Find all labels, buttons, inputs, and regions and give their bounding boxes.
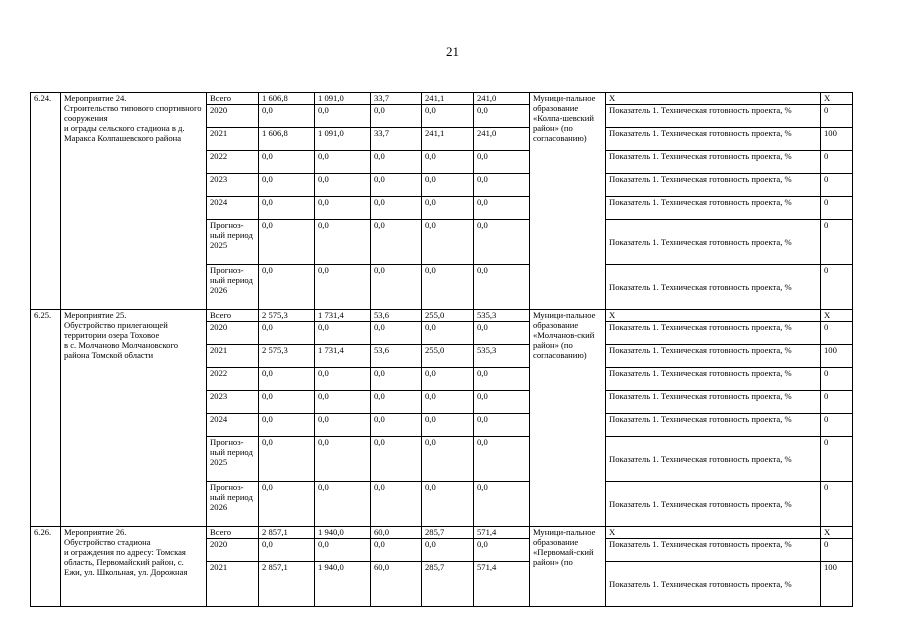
amount-loc: 0,0 <box>422 414 474 437</box>
measure-name: Мероприятие 26. Обустройство стадиона и ограждения по адресу: Томская область, Первомайский район, с. Ежи, ул. Школьная, ул. Дорожная <box>61 527 207 607</box>
amount-fed: 1 731,4 <box>315 310 371 322</box>
indicator-value: 0 <box>821 105 853 128</box>
amount-fed: 0,0 <box>315 482 371 527</box>
indicator-value: 100 <box>821 345 853 368</box>
indicator-name: Показатель 1. Техническая готовность проекта, % <box>606 322 821 345</box>
amount-total: 0,0 <box>259 391 315 414</box>
amount-reg: 33,7 <box>371 128 422 151</box>
amount-reg: 0,0 <box>371 482 422 527</box>
amount-reg: 33,7 <box>371 93 422 105</box>
amount-other: 571,4 <box>474 562 530 607</box>
amount-fed: 0,0 <box>315 197 371 220</box>
indicator-value: 0 <box>821 151 853 174</box>
amount-fed: 0,0 <box>315 322 371 345</box>
amount-total: 0,0 <box>259 220 315 265</box>
period-cell: 2023 <box>207 174 259 197</box>
indicator-value: 0 <box>821 437 853 482</box>
amount-loc: 285,7 <box>422 527 474 539</box>
indicator-value: 0 <box>821 174 853 197</box>
amount-reg: 0,0 <box>371 437 422 482</box>
amount-total: 0,0 <box>259 197 315 220</box>
indicator-value: 0 <box>821 391 853 414</box>
amount-fed: 0,0 <box>315 539 371 562</box>
amount-total: 0,0 <box>259 482 315 527</box>
indicator-name: X <box>606 93 821 105</box>
indicator-name: Показатель 1. Техническая готовность проекта, % <box>606 562 821 607</box>
indicator-name: Показатель 1. Техническая готовность проекта, % <box>606 151 821 174</box>
amount-total: 0,0 <box>259 174 315 197</box>
indicator-value: 0 <box>821 482 853 527</box>
measure-name: Мероприятие 25. Обустройство прилегающей территории озера Тоховое в с. Молчаново Молчановского района Томской области <box>61 310 207 527</box>
amount-other: 0,0 <box>474 368 530 391</box>
amount-loc: 0,0 <box>422 105 474 128</box>
amount-total: 2 575,3 <box>259 310 315 322</box>
responsible-executor: Муници-пальное образование «Молчанов-ский район» (по согласованию) <box>530 310 606 527</box>
amount-loc: 0,0 <box>422 539 474 562</box>
indicator-value: 0 <box>821 414 853 437</box>
amount-reg: 0,0 <box>371 174 422 197</box>
table-row <box>31 310 853 322</box>
amount-total: 0,0 <box>259 151 315 174</box>
responsible-executor: Муници-пальное образование «Первомай-ский район» (по <box>530 527 606 607</box>
period-cell: Всего <box>207 310 259 322</box>
amount-reg: 60,0 <box>371 527 422 539</box>
amount-total: 0,0 <box>259 437 315 482</box>
indicator-value: X <box>821 527 853 539</box>
amount-other: 0,0 <box>474 391 530 414</box>
amount-other: 0,0 <box>474 197 530 220</box>
indicator-value: 100 <box>821 128 853 151</box>
amount-fed: 0,0 <box>315 391 371 414</box>
amount-reg: 60,0 <box>371 562 422 607</box>
amount-other: 0,0 <box>474 539 530 562</box>
indicator-name: Показатель 1. Техническая готовность проекта, % <box>606 482 821 527</box>
amount-reg: 0,0 <box>371 322 422 345</box>
amount-reg: 0,0 <box>371 220 422 265</box>
amount-fed: 1 091,0 <box>315 128 371 151</box>
amount-loc: 0,0 <box>422 322 474 345</box>
amount-other: 0,0 <box>474 437 530 482</box>
indicator-name: Показатель 1. Техническая готовность проекта, % <box>606 368 821 391</box>
period-cell: Всего <box>207 93 259 105</box>
amount-reg: 53,6 <box>371 310 422 322</box>
period-cell: Прогноз-ный период 2025 <box>207 437 259 482</box>
indicator-name: Показатель 1. Техническая готовность проекта, % <box>606 391 821 414</box>
amount-total: 2 857,1 <box>259 527 315 539</box>
period-cell: 2021 <box>207 345 259 368</box>
indicator-value: 0 <box>821 322 853 345</box>
amount-other: 535,3 <box>474 310 530 322</box>
period-cell: 2020 <box>207 105 259 128</box>
amount-reg: 0,0 <box>371 197 422 220</box>
amount-total: 0,0 <box>259 368 315 391</box>
indicator-name: Показатель 1. Техническая готовность проекта, % <box>606 105 821 128</box>
amount-total: 0,0 <box>259 322 315 345</box>
responsible-executor: Муници-пальное образование «Колпа-шевский район» (по согласованию) <box>530 93 606 310</box>
amount-loc: 0,0 <box>422 437 474 482</box>
amount-fed: 1 731,4 <box>315 345 371 368</box>
indicator-name: Показатель 1. Техническая готовность проекта, % <box>606 345 821 368</box>
period-cell: 2024 <box>207 197 259 220</box>
amount-fed: 0,0 <box>315 220 371 265</box>
indicator-name: Показатель 1. Техническая готовность проекта, % <box>606 265 821 310</box>
amount-reg: 0,0 <box>371 414 422 437</box>
period-cell: 2020 <box>207 322 259 345</box>
period-cell: 2020 <box>207 539 259 562</box>
amount-loc: 0,0 <box>422 151 474 174</box>
indicator-value: 0 <box>821 265 853 310</box>
amount-total: 0,0 <box>259 414 315 437</box>
amount-loc: 285,7 <box>422 562 474 607</box>
amount-loc: 0,0 <box>422 197 474 220</box>
table-row <box>31 527 853 539</box>
amount-loc: 241,1 <box>422 93 474 105</box>
indicator-value: 0 <box>821 368 853 391</box>
amount-loc: 0,0 <box>422 220 474 265</box>
amount-fed: 1 940,0 <box>315 562 371 607</box>
period-cell: 2022 <box>207 151 259 174</box>
amount-other: 0,0 <box>474 414 530 437</box>
amount-fed: 0,0 <box>315 265 371 310</box>
amount-loc: 0,0 <box>422 265 474 310</box>
amount-loc: 0,0 <box>422 391 474 414</box>
amount-loc: 0,0 <box>422 174 474 197</box>
amount-loc: 0,0 <box>422 368 474 391</box>
period-cell: 2024 <box>207 414 259 437</box>
period-cell: 2023 <box>207 391 259 414</box>
program-table <box>30 92 853 607</box>
amount-other: 241,0 <box>474 128 530 151</box>
amount-fed: 1 940,0 <box>315 527 371 539</box>
period-cell: Прогноз-ный период 2026 <box>207 482 259 527</box>
amount-loc: 255,0 <box>422 310 474 322</box>
amount-other: 0,0 <box>474 151 530 174</box>
indicator-value: X <box>821 310 853 322</box>
amount-reg: 0,0 <box>371 391 422 414</box>
indicator-name: Показатель 1. Техническая готовность проекта, % <box>606 414 821 437</box>
indicator-value: 0 <box>821 197 853 220</box>
amount-total: 2 575,3 <box>259 345 315 368</box>
amount-other: 0,0 <box>474 105 530 128</box>
indicator-name: Показатель 1. Техническая готовность проекта, % <box>606 174 821 197</box>
amount-fed: 0,0 <box>315 437 371 482</box>
amount-total: 0,0 <box>259 105 315 128</box>
amount-total: 0,0 <box>259 265 315 310</box>
table-row <box>31 93 853 105</box>
amount-total: 2 857,1 <box>259 562 315 607</box>
measure-number: 6.25. <box>31 310 61 527</box>
indicator-value: X <box>821 93 853 105</box>
indicator-value: 0 <box>821 220 853 265</box>
amount-fed: 1 091,0 <box>315 93 371 105</box>
amount-other: 535,3 <box>474 345 530 368</box>
amount-fed: 0,0 <box>315 368 371 391</box>
indicator-name: Показатель 1. Техническая готовность проекта, % <box>606 128 821 151</box>
measure-name: Мероприятие 24. Строительство типового спортивного сооружения и ограды сельского стадиона в д. Маракса Колпашевского района <box>61 93 207 310</box>
period-cell: Всего <box>207 527 259 539</box>
amount-reg: 0,0 <box>371 539 422 562</box>
amount-other: 0,0 <box>474 174 530 197</box>
amount-fed: 0,0 <box>315 174 371 197</box>
amount-other: 0,0 <box>474 220 530 265</box>
amount-reg: 0,0 <box>371 265 422 310</box>
indicator-value: 100 <box>821 562 853 607</box>
amount-loc: 255,0 <box>422 345 474 368</box>
indicator-name: Показатель 1. Техническая готовность проекта, % <box>606 437 821 482</box>
amount-fed: 0,0 <box>315 414 371 437</box>
page-number: 21 <box>446 44 459 59</box>
amount-reg: 0,0 <box>371 105 422 128</box>
amount-fed: 0,0 <box>315 151 371 174</box>
amount-reg: 0,0 <box>371 151 422 174</box>
measure-number: 6.26. <box>31 527 61 607</box>
amount-total: 0,0 <box>259 539 315 562</box>
period-cell: Прогноз-ный период 2026 <box>207 265 259 310</box>
measure-number: 6.24. <box>31 93 61 310</box>
indicator-name: X <box>606 527 821 539</box>
indicator-name: Показатель 1. Техническая готовность проекта, % <box>606 539 821 562</box>
amount-loc: 241,1 <box>422 128 474 151</box>
period-cell: Прогноз-ный период 2025 <box>207 220 259 265</box>
indicator-value: 0 <box>821 539 853 562</box>
amount-total: 1 606,8 <box>259 128 315 151</box>
amount-other: 0,0 <box>474 322 530 345</box>
indicator-name: X <box>606 310 821 322</box>
amount-loc: 0,0 <box>422 482 474 527</box>
indicator-name: Показатель 1. Техническая готовность проекта, % <box>606 197 821 220</box>
amount-reg: 53,6 <box>371 345 422 368</box>
amount-other: 0,0 <box>474 482 530 527</box>
amount-fed: 0,0 <box>315 105 371 128</box>
amount-reg: 0,0 <box>371 368 422 391</box>
amount-other: 571,4 <box>474 527 530 539</box>
period-cell: 2022 <box>207 368 259 391</box>
indicator-name: Показатель 1. Техническая готовность проекта, % <box>606 220 821 265</box>
amount-total: 1 606,8 <box>259 93 315 105</box>
period-cell: 2021 <box>207 128 259 151</box>
amount-other: 0,0 <box>474 265 530 310</box>
amount-other: 241,0 <box>474 93 530 105</box>
period-cell: 2021 <box>207 562 259 607</box>
